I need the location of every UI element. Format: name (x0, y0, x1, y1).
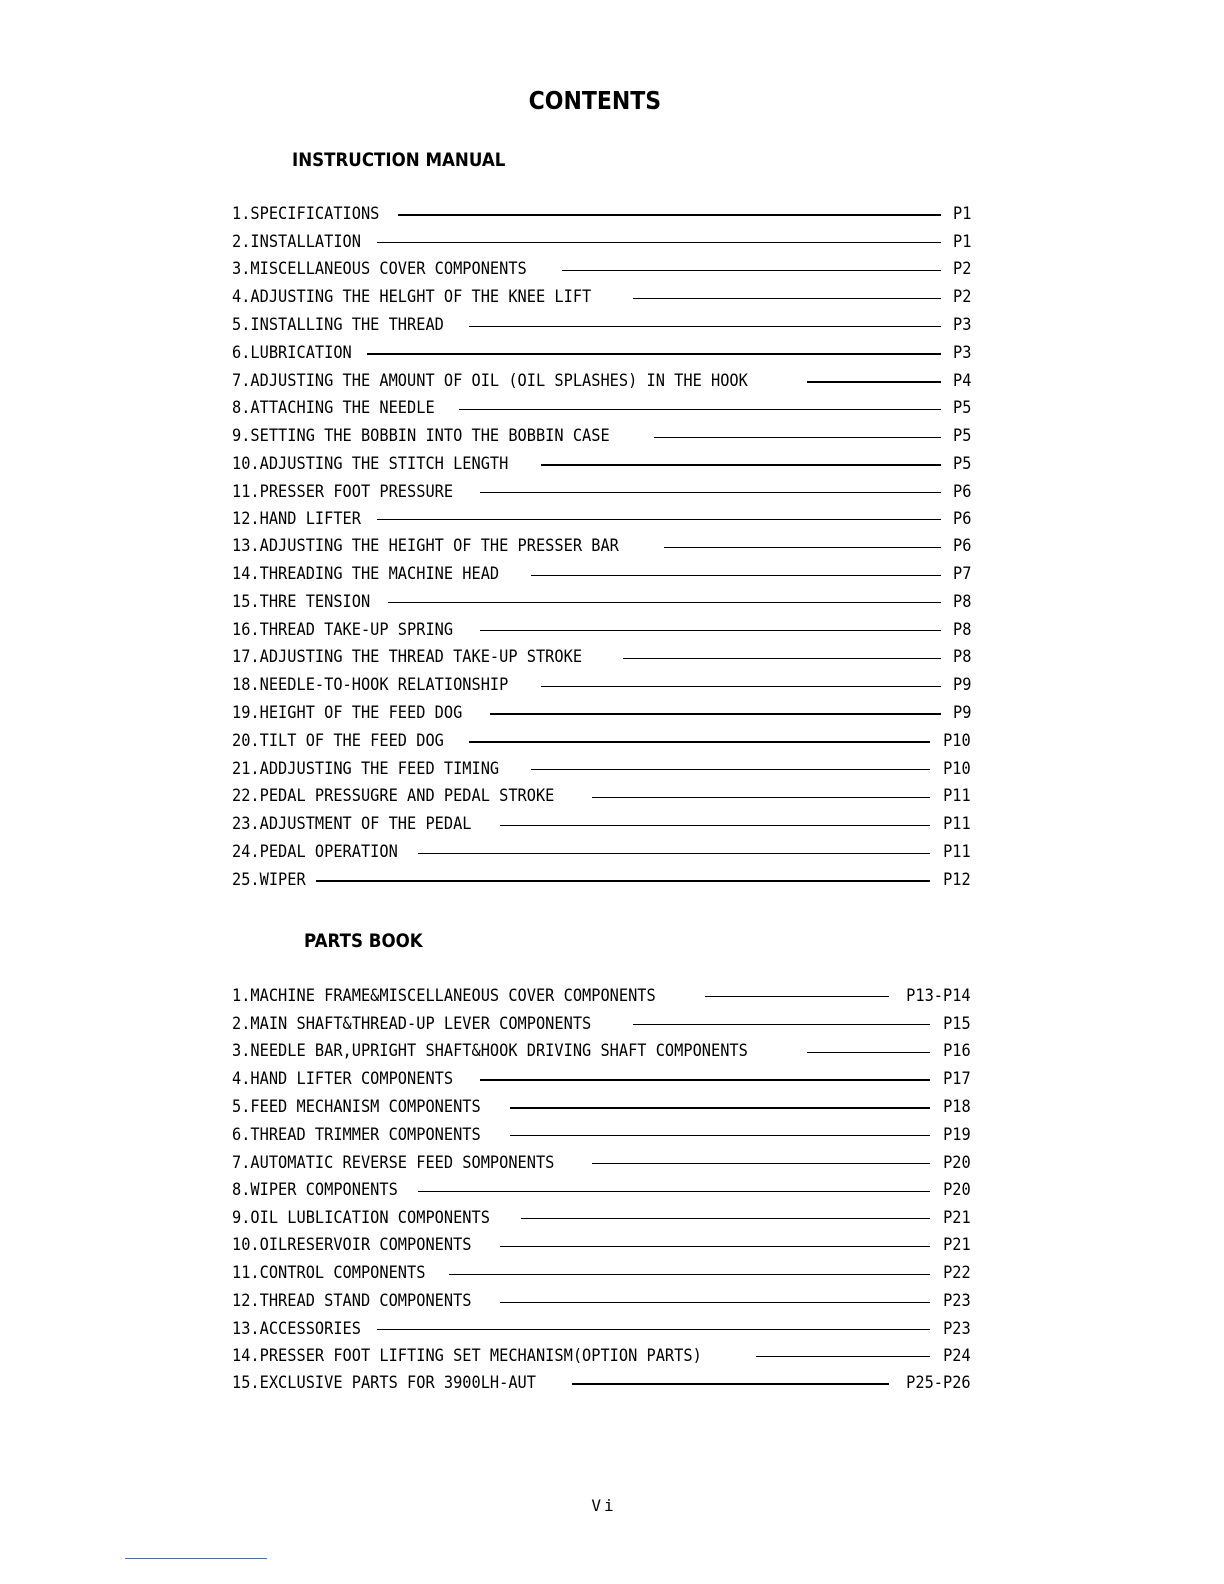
toc-page: P3 (952, 342, 971, 363)
toc-row-miscellaneous-cover (232, 256, 971, 284)
toc-page: P20 (943, 1180, 971, 1201)
dotted-leader (418, 1191, 930, 1192)
toc-page: P21 (943, 1207, 971, 1228)
toc-row-attaching-needle (232, 395, 971, 423)
toc-label: 20.TILT OF THE FEED DOG (232, 730, 444, 751)
toc-row-hand-lifter-components (232, 1065, 971, 1093)
toc-row-feed-dog-height (232, 699, 971, 727)
toc-page: P22 (943, 1263, 971, 1284)
toc-label: 9.SETTING THE BOBBIN INTO THE BOBBIN CASE (232, 426, 610, 447)
dotted-leader (510, 1135, 930, 1136)
toc-page: P3 (952, 315, 971, 336)
page-title: CONTENTS (528, 86, 662, 115)
dotted-leader (562, 270, 941, 271)
toc-label: 19.HEIGHT OF THE FEED DOG (232, 703, 463, 724)
toc-page: P8 (952, 619, 971, 640)
toc-row-thread-stand (232, 1287, 971, 1315)
toc-row-pedal-pressure (232, 783, 971, 811)
toc-page: P24 (943, 1345, 971, 1366)
dotted-leader (418, 853, 930, 854)
toc-label: 12.THREAD STAND COMPONENTS (232, 1291, 472, 1312)
toc-row-presser-bar (232, 532, 971, 560)
toc-label: 8.ATTACHING THE NEEDLE (232, 398, 435, 419)
toc-label: 5.FEED MECHANISM COMPONENTS (232, 1097, 481, 1118)
toc-label: 24.PEDAL OPERATION (232, 842, 398, 862)
toc-row-wiper-components (232, 1177, 971, 1204)
toc-page: P12 (943, 869, 971, 890)
toc-label: 2.MAIN SHAFT&THREAD-UP LEVER COMPONENTS (232, 1013, 592, 1034)
toc-page: P1 (952, 231, 971, 252)
toc-row-installing-thread (232, 311, 971, 339)
toc-page: P23 (943, 1318, 971, 1339)
toc-row-feed-mechanism (232, 1093, 971, 1121)
dotted-leader (705, 996, 890, 997)
toc-label: 2.INSTALLATION (232, 231, 361, 252)
toc-row-lubrication (232, 339, 971, 367)
toc-label: 3.MISCELLANEOUS COVER COMPONENTS (232, 259, 527, 280)
toc-row-knee-lift (232, 283, 971, 311)
toc-page: P11 (943, 842, 971, 862)
toc-row-thread-trimmer (232, 1121, 971, 1149)
toc-label: 10.ADJUSTING THE STITCH LENGTH (232, 454, 509, 475)
dotted-leader (572, 1383, 890, 1385)
toc-page: P13-P14 (906, 985, 971, 1006)
dotted-leader (377, 1329, 930, 1330)
instruction-manual-toc (232, 200, 971, 894)
dotted-leader (623, 658, 941, 659)
toc-page: P5 (952, 398, 971, 419)
dotted-leader (654, 437, 941, 438)
footer-rule (125, 1558, 267, 1559)
dotted-leader (480, 630, 941, 631)
toc-label: 14.THREADING THE MACHINE HEAD (232, 564, 500, 585)
dotted-leader (469, 326, 940, 327)
toc-row-oil-lublication (232, 1204, 971, 1232)
dotted-leader (807, 1052, 930, 1053)
dotted-leader (490, 713, 941, 715)
toc-label: 6.THREAD TRIMMER COMPONENTS (232, 1124, 481, 1145)
dotted-leader (531, 575, 941, 576)
toc-label: 23.ADJUSTMENT OF THE PEDAL (232, 814, 472, 835)
dotted-leader (469, 741, 930, 743)
toc-page: P15 (943, 1013, 971, 1034)
dotted-leader (480, 1079, 931, 1081)
toc-row-oil-reservoir (232, 1232, 971, 1260)
dotted-leader (367, 353, 940, 355)
toc-page: P11 (943, 786, 971, 807)
dotted-leader (541, 464, 940, 466)
toc-label: 4.ADJUSTING THE HELGHT OF THE KNEE LIFT (232, 287, 592, 308)
toc-label: 1.MACHINE FRAME&MISCELLANEOUS COVER COMPONENTS (232, 985, 656, 1006)
parts-book-heading: PARTS BOOK (304, 931, 423, 952)
toc-row-feed-timing (232, 755, 971, 783)
toc-label: 1.SPECIFICATIONS (232, 203, 380, 224)
page-number: Vi (591, 1496, 617, 1515)
toc-row-hand-lifter (232, 505, 971, 532)
toc-row-control (232, 1259, 971, 1287)
toc-row-accessories (232, 1315, 971, 1342)
toc-page: P23 (943, 1291, 971, 1312)
toc-row-installation (232, 228, 971, 256)
toc-row-wiper (232, 866, 971, 894)
dotted-leader (807, 381, 940, 383)
toc-row-main-shaft (232, 1010, 971, 1038)
toc-page: P9 (952, 703, 971, 724)
toc-label: 22.PEDAL PRESSUGRE AND PEDAL STROKE (232, 786, 555, 807)
toc-label: 14.PRESSER FOOT LIFTING SET MECHANISM(OPTION PARTS) (232, 1345, 702, 1366)
dotted-leader (633, 1024, 930, 1025)
toc-label: 11.PRESSER FOOT PRESSURE (232, 481, 454, 502)
toc-page: P8 (952, 647, 971, 668)
toc-label: 12.HAND LIFTER (232, 508, 361, 529)
toc-label: 3.NEEDLE BAR,UPRIGHT SHAFT&HOOK DRIVING SHAFT COMPONENTS (232, 1041, 748, 1062)
toc-row-take-up-stroke (232, 644, 971, 672)
dotted-leader (510, 1107, 930, 1109)
toc-label: 15.EXCLUSIVE PARTS FOR 3900LH-AUT (232, 1372, 536, 1393)
toc-label: 13.ADJUSTING THE HEIGHT OF THE PRESSER BAR (232, 536, 619, 557)
dotted-leader (531, 769, 930, 770)
toc-page: P16 (943, 1041, 971, 1062)
dotted-leader (449, 1274, 930, 1275)
toc-page: P6 (952, 536, 971, 557)
toc-label: 15.THRE TENSION (232, 591, 371, 612)
toc-page: P18 (943, 1097, 971, 1118)
dotted-leader (592, 797, 930, 798)
toc-label: 6.LUBRICATION (232, 342, 352, 363)
toc-page: P6 (952, 481, 971, 502)
toc-label: 7.AUTOMATIC REVERSE FEED SOMPONENTS (232, 1152, 555, 1173)
toc-label: 8.WIPER COMPONENTS (232, 1180, 398, 1201)
toc-page: P5 (952, 426, 971, 447)
dotted-leader (500, 1302, 930, 1303)
toc-label: 16.THREAD TAKE-UP SPRING (232, 619, 454, 640)
toc-label: 25.WIPER (232, 869, 306, 890)
toc-page: P21 (943, 1235, 971, 1256)
toc-label: 13.ACCESSORIES (232, 1318, 361, 1339)
toc-page: P10 (943, 730, 971, 751)
toc-row-threading-head (232, 560, 971, 588)
dotted-leader (480, 492, 941, 493)
toc-row-specifications (232, 200, 971, 228)
toc-row-pedal-adjustment (232, 810, 971, 838)
dotted-leader (377, 519, 940, 520)
toc-label: 11.CONTROL COMPONENTS (232, 1263, 426, 1284)
toc-row-presser-foot-pressure (232, 478, 971, 505)
toc-row-thread-tension (232, 588, 971, 616)
toc-page: P7 (952, 564, 971, 585)
toc-page: P19 (943, 1124, 971, 1145)
toc-page: P20 (943, 1152, 971, 1173)
toc-label: 5.INSTALLING THE THREAD (232, 315, 444, 336)
toc-page: P2 (952, 287, 971, 308)
toc-page: P1 (952, 203, 971, 224)
dotted-leader (541, 686, 940, 687)
toc-row-presser-foot-lifting (232, 1342, 971, 1369)
toc-page: P8 (952, 591, 971, 612)
toc-page: P2 (952, 259, 971, 280)
toc-page: P17 (943, 1069, 971, 1090)
toc-label: 10.OILRESERVOIR COMPONENTS (232, 1235, 472, 1256)
dotted-leader (377, 242, 940, 243)
toc-label: 4.HAND LIFTER COMPONENTS (232, 1069, 454, 1090)
toc-page: P6 (952, 508, 971, 529)
dotted-leader (500, 1246, 930, 1247)
dotted-leader (592, 1163, 930, 1164)
instruction-manual-heading: INSTRUCTION MANUAL (292, 150, 506, 171)
toc-row-stitch-length (232, 450, 971, 478)
dotted-leader (398, 214, 941, 216)
toc-page: P11 (943, 814, 971, 835)
toc-row-bobbin (232, 422, 971, 450)
toc-label: 17.ADJUSTING THE THREAD TAKE-UP STROKE (232, 647, 583, 668)
parts-book-toc (232, 982, 971, 1397)
toc-page: P5 (952, 454, 971, 475)
toc-page: P9 (952, 675, 971, 696)
dotted-leader (388, 602, 941, 603)
dotted-leader (500, 825, 930, 826)
toc-row-feed-dog-tilt (232, 727, 971, 755)
dotted-leader (664, 547, 941, 548)
toc-row-oil-amount (232, 367, 971, 395)
toc-label: 18.NEEDLE-TO-HOOK RELATIONSHIP (232, 675, 509, 696)
toc-row-exclusive-parts (232, 1369, 971, 1396)
toc-row-reverse-feed (232, 1149, 971, 1177)
dotted-leader (521, 1218, 931, 1219)
toc-row-machine-frame (232, 982, 971, 1010)
dotted-leader (633, 298, 940, 299)
dotted-leader (756, 1356, 930, 1357)
toc-label: 9.OIL LUBLICATION COMPONENTS (232, 1207, 490, 1228)
toc-page: P4 (952, 370, 971, 391)
toc-label: 21.ADDJUSTING THE FEED TIMING (232, 758, 500, 779)
toc-page: P25-P26 (906, 1372, 971, 1393)
toc-label: 7.ADJUSTING THE AMOUNT OF OIL (OIL SPLASHES) IN THE HOOK (232, 370, 748, 391)
dotted-leader (316, 880, 930, 882)
toc-row-needle-bar (232, 1038, 971, 1066)
toc-row-pedal-operation (232, 838, 971, 866)
toc-page: P10 (943, 758, 971, 779)
toc-row-take-up-spring (232, 616, 971, 644)
toc-row-needle-to-hook (232, 671, 971, 699)
dotted-leader (459, 409, 940, 410)
